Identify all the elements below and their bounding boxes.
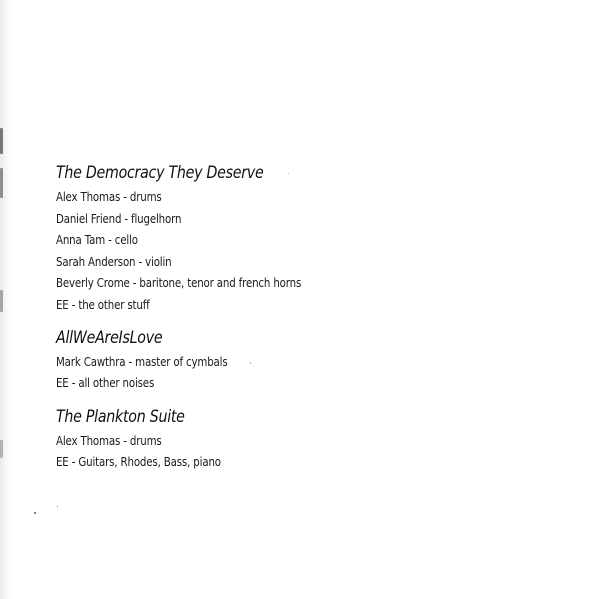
credit-line: Sarah Anderson - violin (56, 253, 172, 269)
credit-line: Alex Thomas - drums (56, 189, 162, 204)
credit-line: Anna Tam - cello (56, 232, 138, 248)
credit-line: Daniel Friend - flugelhorn (56, 210, 182, 226)
dust-speck (250, 362, 251, 364)
credit-line: EE - Guitars, Rhodes, Bass, piano (56, 454, 221, 470)
section-title: The Plankton Suite (56, 406, 185, 426)
dust-speck (57, 506, 58, 507)
credit-line: EE - all other noises (56, 375, 155, 391)
section-title: AllWeAreIsLove (56, 327, 163, 347)
dust-speck (288, 173, 289, 174)
credit-line: Mark Cawthra - master of cymbals (56, 353, 228, 369)
credits-list (56, 160, 556, 473)
page-edge-mark (0, 290, 3, 312)
credit-line: Alex Thomas - drums (56, 432, 162, 448)
page-edge-mark (0, 128, 3, 154)
section-allweareislove (56, 325, 556, 394)
dust-speck (34, 512, 36, 514)
page-edge-mark (0, 440, 3, 458)
section-plankton-suite (56, 404, 556, 473)
section-democracy (56, 160, 556, 316)
section-title: The Democracy They Deserve (56, 163, 264, 182)
page-edge-mark (0, 168, 3, 198)
credit-line: EE - the other stuff (56, 296, 150, 312)
credit-line: Beverly Crome - baritone, tenor and french horns (56, 275, 302, 291)
